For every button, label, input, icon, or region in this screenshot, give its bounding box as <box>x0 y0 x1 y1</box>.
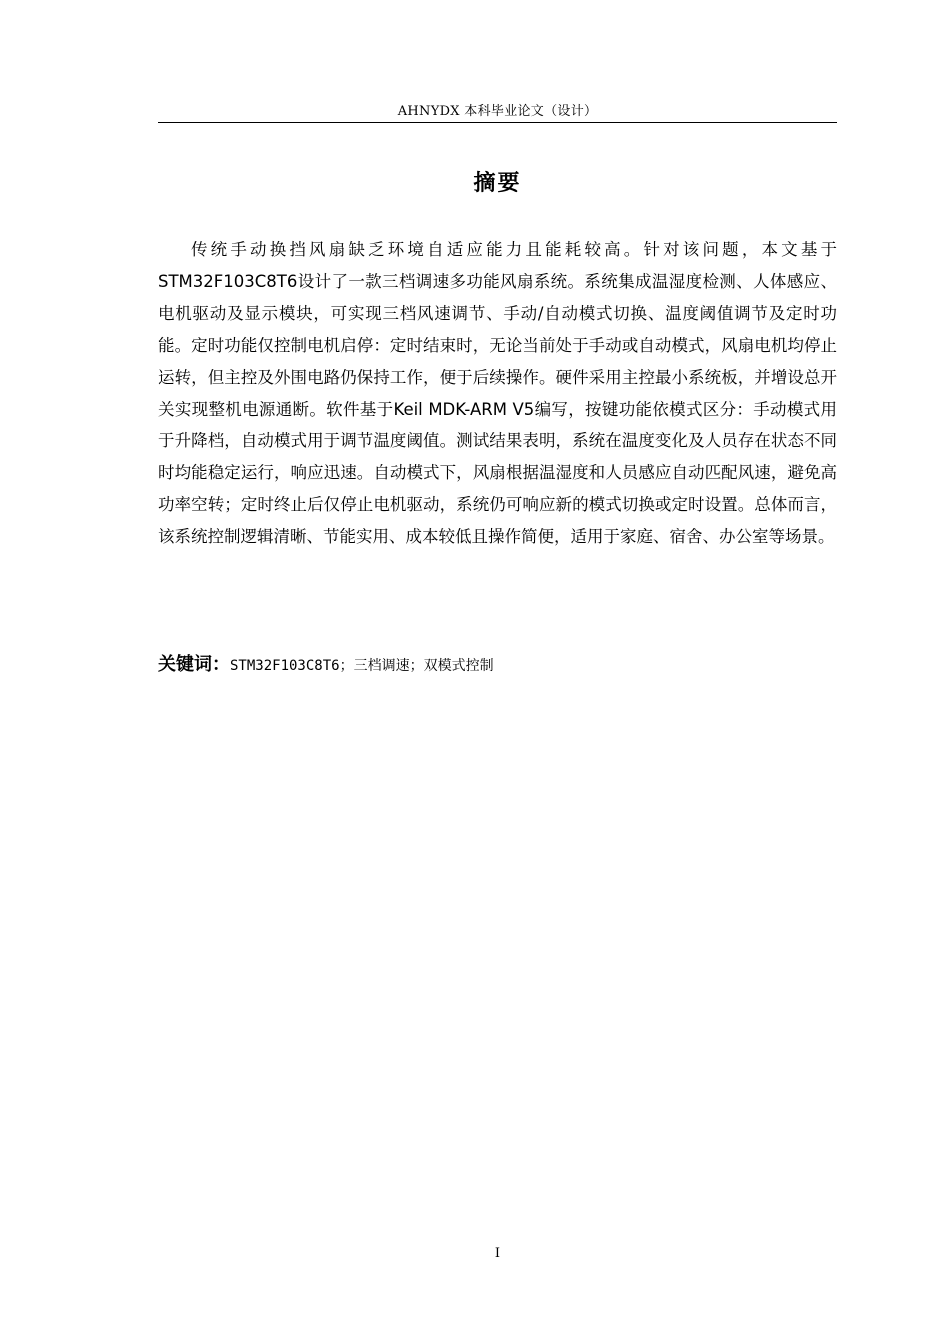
abstract-title: 摘要 <box>473 171 522 196</box>
keywords-value: STM32F103C8T6；三档调速；双模式控制 <box>230 658 494 674</box>
keywords-line <box>158 650 837 681</box>
abstract-body: 传统手动换挡风扇缺乏环境自适应能力且能耗较高。针对该问题，本文基于STM32F103C8T6设计了一款三档调速多功能风扇系统。系统集成温湿度检测、人体感应、电机驱动及显示模块，可实现三档风速调节、手动/自动模式切换、温度阈值调节及定时功能。定时功能仅控制电机启停：定时结束时，无论当前处于手动或自动模式，风扇电机均停止运转，但主控及外围电路仍保持工作，便于后续操作。硬件采用主控最小系统板，并增设总开关实现整机电源通断。软件基于Keil MDK-ARM V5编写，按键功能依模式区分：手动模式用于升降档，自动模式用于调节温度阈值。测试结果表明，系统在温度变化及人员存在状态不同时均能稳定运行，响应迅速。自动模式下，风扇根据温湿度和人员感应自动匹配风速，避免高功率空转；定时终止后仅停止电机驱动，系统仍可响应新的模式切换或定时设置。总体而言，该系统控制逻辑清晰、节能实用、成本较低且操作简便，适用于家庭、宿舍、办公室等场景。 <box>158 240 837 547</box>
keywords-label: 关键词： <box>158 654 230 675</box>
header-divider <box>158 122 837 123</box>
running-header: AHNYDX 本科毕业论文（设计） <box>397 104 598 119</box>
page-number: I <box>494 1246 501 1261</box>
